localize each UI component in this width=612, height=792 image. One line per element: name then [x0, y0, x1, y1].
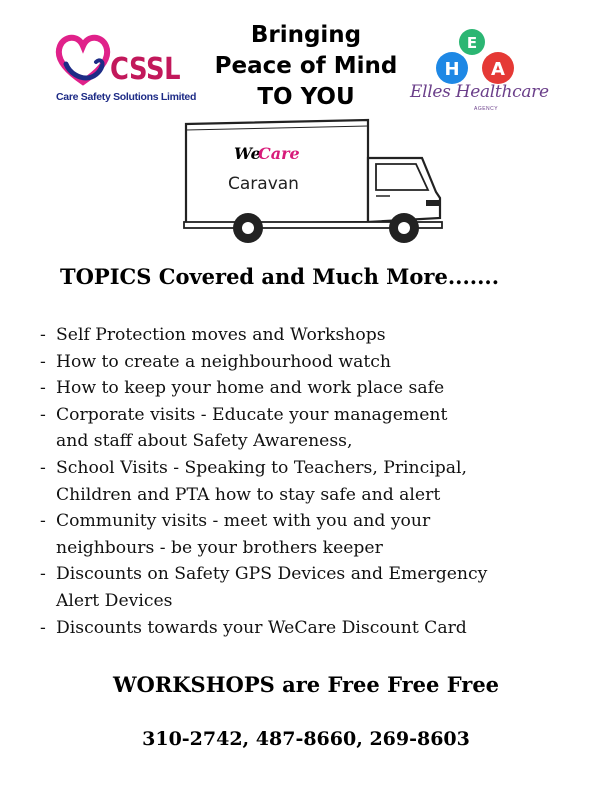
workshops-banner: WORKSHOPS are Free Free Free: [112, 672, 500, 697]
list-item-text: Discounts on Safety GPS Devices and Emergency: [56, 564, 488, 585]
heart-hands-icon: [52, 28, 114, 90]
list-item-text: Discounts towards your WeCare Discount Card: [56, 617, 467, 638]
list-item-text-cont: and staff about Safety Awareness,: [56, 431, 353, 452]
list-item: - Discounts on Safety GPS Devices and Emergency Alert Devices: [40, 561, 600, 614]
list-item-text: Community visits - meet with you and your: [56, 511, 431, 532]
list-item-text-cont: Alert Devices: [56, 590, 173, 611]
eha-letter-e: E: [466, 34, 478, 52]
van-label: Caravan: [228, 174, 299, 194]
list-item-text-cont: Children and PTA how to stay safe and alert: [56, 484, 441, 505]
eha-script-name: Elles Healthcare: [410, 82, 549, 102]
van-brand-we: We: [234, 144, 261, 163]
list-item-text: Corporate visits - Educate your management: [56, 404, 448, 425]
topics-list: [40, 322, 600, 641]
eha-letter-h: H: [444, 59, 460, 80]
header-line-3: TO YOU: [257, 84, 355, 110]
list-item: - Corporate visits - Educate your management and staff about Safety Awareness,: [40, 402, 600, 455]
eha-letter-a: A: [491, 59, 505, 80]
eha-circles-icon: [434, 26, 524, 88]
cssl-name: CSSL: [110, 52, 181, 87]
eha-tagline: AGENCY: [474, 106, 499, 112]
list-item-text: How to create a neighbourhood watch: [56, 351, 391, 372]
header-line-1: Bringing: [250, 22, 362, 48]
list-item: - Discounts towards your WeCare Discount Card: [40, 617, 467, 638]
topics-heading: TOPICS Covered and Much More.......: [60, 264, 500, 289]
cssl-logo: [52, 28, 202, 108]
header-tagline: [190, 20, 422, 113]
van-illustration: [178, 118, 448, 248]
list-item: - Community visits - meet with you and your neighbours - be your brothers keeper: [40, 508, 600, 561]
phone-numbers: 310-2742, 487-8660, 269-8603: [142, 728, 470, 750]
list-item: - How to keep your home and work place safe: [40, 378, 445, 399]
van-brand-care: Care: [258, 144, 300, 163]
list-item: - How to create a neighbourhood watch: [40, 351, 391, 372]
list-item: - School Visits - Speaking to Teachers, Principal, Children and PTA how to stay safe and alert: [40, 455, 600, 508]
list-item-text: How to keep your home and work place safe: [56, 378, 445, 399]
header-line-2: Peace of Mind: [214, 53, 398, 79]
list-item-text-cont: neighbours - be your brothers keeper: [56, 537, 383, 558]
cssl-subtitle: Care Safety Solutions Limited: [56, 91, 197, 103]
eha-logo: [400, 26, 560, 122]
list-item: - Self Protection moves and Workshops: [40, 325, 386, 345]
list-item-text: School Visits - Speaking to Teachers, Principal,: [56, 457, 467, 478]
list-item-text: Self Protection moves and Workshops: [56, 325, 386, 345]
van-icon: [178, 118, 448, 248]
